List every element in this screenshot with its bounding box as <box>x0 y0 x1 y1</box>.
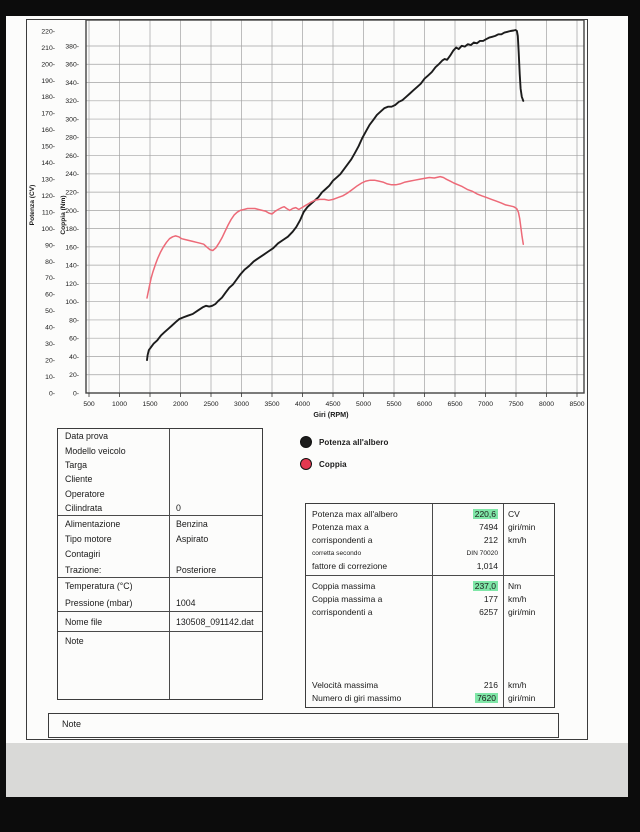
row-value <box>432 509 503 519</box>
x-tick-label: 4500 <box>325 401 341 408</box>
results-table-divider-2 <box>503 504 504 707</box>
row-unit: km/h <box>508 534 527 545</box>
results-table <box>305 503 555 708</box>
table-row <box>58 578 262 595</box>
vehicle-table-section-ambient <box>58 577 262 611</box>
row-value: Aspirato <box>176 534 209 545</box>
vehicle-table-section-engine <box>58 515 262 577</box>
results-section-speed <box>306 676 554 707</box>
cv-tick-label: 190- <box>41 77 55 85</box>
row-value: 7494 <box>479 521 498 532</box>
nm-tick-label: 120- <box>65 280 79 288</box>
nm-tick-label: 200- <box>65 207 79 215</box>
row-value: 6257 <box>479 606 498 617</box>
x-tick-label: 6000 <box>416 401 433 408</box>
table-row <box>58 595 262 612</box>
row-unit: km/h <box>508 593 527 604</box>
results-section-power <box>306 504 554 575</box>
x-tick-label: 2500 <box>203 401 219 408</box>
table-row <box>58 443 262 457</box>
cv-tick-label: 200- <box>41 61 55 69</box>
nm-tick-label: 100- <box>65 299 79 307</box>
row-label: corrispondenti a <box>312 606 373 617</box>
table-row <box>58 458 262 472</box>
nm-tick-label: 380- <box>65 43 79 51</box>
torque-curve <box>147 177 523 298</box>
scan-background-strip <box>6 743 628 797</box>
nm-tick-label: 340- <box>65 79 79 87</box>
table-row <box>58 501 262 515</box>
x-tick-label: 7500 <box>508 401 524 408</box>
row-label: Trazione: <box>65 564 102 575</box>
x-tick-label: 1000 <box>111 401 128 408</box>
power-legend-dot-icon <box>300 436 312 448</box>
x-tick-label: 6500 <box>447 401 463 408</box>
row-value <box>432 693 503 703</box>
table-row <box>58 487 262 501</box>
row-label: Temperatura (°C) <box>65 581 133 592</box>
cv-tick-label: 10- <box>45 373 55 381</box>
cv-tick-label: 0- <box>48 390 55 398</box>
dyno-chart-area <box>26 19 588 431</box>
vehicle-table-section-file <box>58 611 262 631</box>
cv-tick-label: 20- <box>45 357 55 365</box>
scan-corner <box>610 16 628 25</box>
nm-tick-label: 20- <box>69 372 79 380</box>
torque-legend-dot-icon <box>300 458 312 470</box>
row-label: corrispondenti a <box>312 534 373 545</box>
cv-tick-label: 160- <box>41 127 55 135</box>
table-row <box>58 632 262 652</box>
note-label: Note <box>62 719 82 729</box>
row-unit: Nm <box>508 580 522 591</box>
vehicle-table-section-note <box>58 631 262 701</box>
results-table-divider-1 <box>432 504 433 707</box>
table-row <box>58 429 262 443</box>
row-label: Operatore <box>65 488 105 499</box>
right-axis-title: Coppia (Nm) <box>60 195 67 235</box>
x-tick-label: 7000 <box>477 401 494 408</box>
table-row <box>306 507 554 520</box>
cv-tick-label: 40- <box>45 324 55 332</box>
dyno-chart <box>26 19 588 431</box>
cv-tick-label: 210- <box>41 44 55 52</box>
row-label: Cliente <box>65 474 93 485</box>
cv-tick-label: 50- <box>45 308 55 316</box>
row-label: Nome file <box>65 616 103 627</box>
table-row <box>58 547 262 562</box>
cv-tick-label: 60- <box>45 291 55 299</box>
vehicle-table-section-identity <box>58 429 262 515</box>
legend-item-power <box>300 436 389 448</box>
nm-tick-label: 220- <box>65 189 79 197</box>
cv-tick-label: 90- <box>45 242 55 250</box>
nm-tick-label: 320- <box>65 98 79 106</box>
row-unit: CV <box>508 508 520 519</box>
row-value: 216 <box>483 680 498 691</box>
table-row <box>306 592 554 605</box>
row-label: Numero di giri massimo <box>312 693 402 704</box>
row-label: Tipo motore <box>65 534 112 545</box>
nm-tick-label: 300- <box>65 116 79 124</box>
row-value: 177 <box>483 593 498 604</box>
row-label: Modello veicolo <box>65 445 126 456</box>
power-curve <box>147 30 523 360</box>
x-tick-label: 1500 <box>142 401 158 408</box>
x-tick-label: 2000 <box>172 401 189 408</box>
cv-tick-label: 100- <box>41 225 55 233</box>
table-row <box>306 520 554 533</box>
table-row <box>58 516 262 531</box>
vehicle-table-column-divider <box>169 429 170 699</box>
nm-tick-label: 180- <box>65 226 79 234</box>
row-value: Benzina <box>176 518 208 529</box>
row-value: 212 <box>483 534 498 545</box>
table-row <box>306 547 554 560</box>
row-value <box>432 581 503 591</box>
row-label: Pressione (mbar) <box>65 597 133 608</box>
row-label: Velocità massima <box>312 680 379 691</box>
row-value: 1,014 <box>476 561 498 572</box>
row-value: 130508_091142.dat <box>176 616 254 627</box>
row-label: Cilindrata <box>65 503 103 514</box>
table-row <box>58 612 262 631</box>
max-power-value: 220,6 <box>474 508 496 519</box>
nm-tick-label: 240- <box>65 171 79 179</box>
cv-tick-label: 110- <box>41 209 55 217</box>
table-row <box>58 562 262 577</box>
table-row <box>306 560 554 573</box>
x-tick-label: 8000 <box>538 401 555 408</box>
x-tick-label: 5500 <box>386 401 402 408</box>
row-label: corretta secondo <box>312 549 362 557</box>
row-value: 0 <box>176 503 181 514</box>
cv-tick-label: 140- <box>41 160 55 168</box>
max-rpm-value: 7620 <box>477 693 496 704</box>
nm-tick-label: 280- <box>65 134 79 142</box>
nm-tick-label: 80- <box>69 317 79 325</box>
x-tick-label: 4000 <box>294 401 311 408</box>
results-section-torque <box>306 575 554 621</box>
max-torque-value: 237,0 <box>474 580 496 591</box>
row-unit: giri/min <box>508 693 536 704</box>
cv-tick-label: 170- <box>41 110 55 118</box>
row-label: Note <box>65 636 84 647</box>
row-label: Coppia massima a <box>312 593 383 604</box>
left-axis-title: Potenza (CV) <box>29 184 36 226</box>
row-label: Coppia massima <box>312 580 376 591</box>
torque-legend-label: Coppia <box>319 459 347 469</box>
row-label: Alimentazione <box>65 518 121 529</box>
row-label: Potenza max all'albero <box>312 508 398 519</box>
nm-tick-label: 160- <box>65 244 79 252</box>
cv-tick-label: 130- <box>41 176 55 184</box>
row-label: Contagiri <box>65 549 101 560</box>
nm-tick-label: 260- <box>65 152 79 160</box>
row-label: fattore di correzione <box>312 561 388 572</box>
row-unit: km/h <box>508 680 527 691</box>
x-tick-label: 500 <box>83 401 95 408</box>
table-row <box>306 579 554 592</box>
nm-tick-label: 60- <box>69 335 79 343</box>
row-unit: giri/min <box>508 606 536 617</box>
vehicle-info-table <box>57 428 263 700</box>
table-row <box>306 692 554 705</box>
cv-tick-label: 150- <box>41 143 55 151</box>
cv-tick-label: 220- <box>41 28 55 36</box>
power-legend-label: Potenza all'albero <box>319 437 389 447</box>
row-label: Data prova <box>65 431 109 442</box>
x-tick-label: 8500 <box>569 401 585 408</box>
table-row <box>58 532 262 547</box>
nm-tick-label: 40- <box>69 353 79 361</box>
note-box <box>48 713 559 738</box>
row-unit: giri/min <box>508 521 536 532</box>
cv-tick-label: 70- <box>45 275 55 283</box>
cv-tick-label: 180- <box>41 94 55 102</box>
nm-tick-label: 140- <box>65 262 79 270</box>
table-row <box>306 679 554 692</box>
scanned-page <box>6 16 628 797</box>
results-table-spacer <box>306 621 554 676</box>
x-tick-label: 5000 <box>355 401 372 408</box>
x-tick-label: 3500 <box>264 401 280 408</box>
x-tick-label: 3000 <box>233 401 250 408</box>
x-axis-title: Giri (RPM) <box>313 410 349 419</box>
row-label: Potenza max a <box>312 521 369 532</box>
legend-item-torque <box>300 458 347 470</box>
table-row <box>306 533 554 546</box>
row-label: Targa <box>65 459 88 470</box>
cv-tick-label: 120- <box>41 192 55 200</box>
nm-tick-label: 360- <box>65 61 79 69</box>
row-value: 1004 <box>176 597 196 608</box>
cv-tick-label: 80- <box>45 258 55 266</box>
table-row <box>306 605 554 618</box>
row-value: Posteriore <box>176 564 217 575</box>
row-value: DIN 70020 <box>466 549 498 557</box>
nm-tick-label: 0- <box>72 390 79 398</box>
table-row <box>58 472 262 486</box>
cv-tick-label: 30- <box>45 341 55 349</box>
